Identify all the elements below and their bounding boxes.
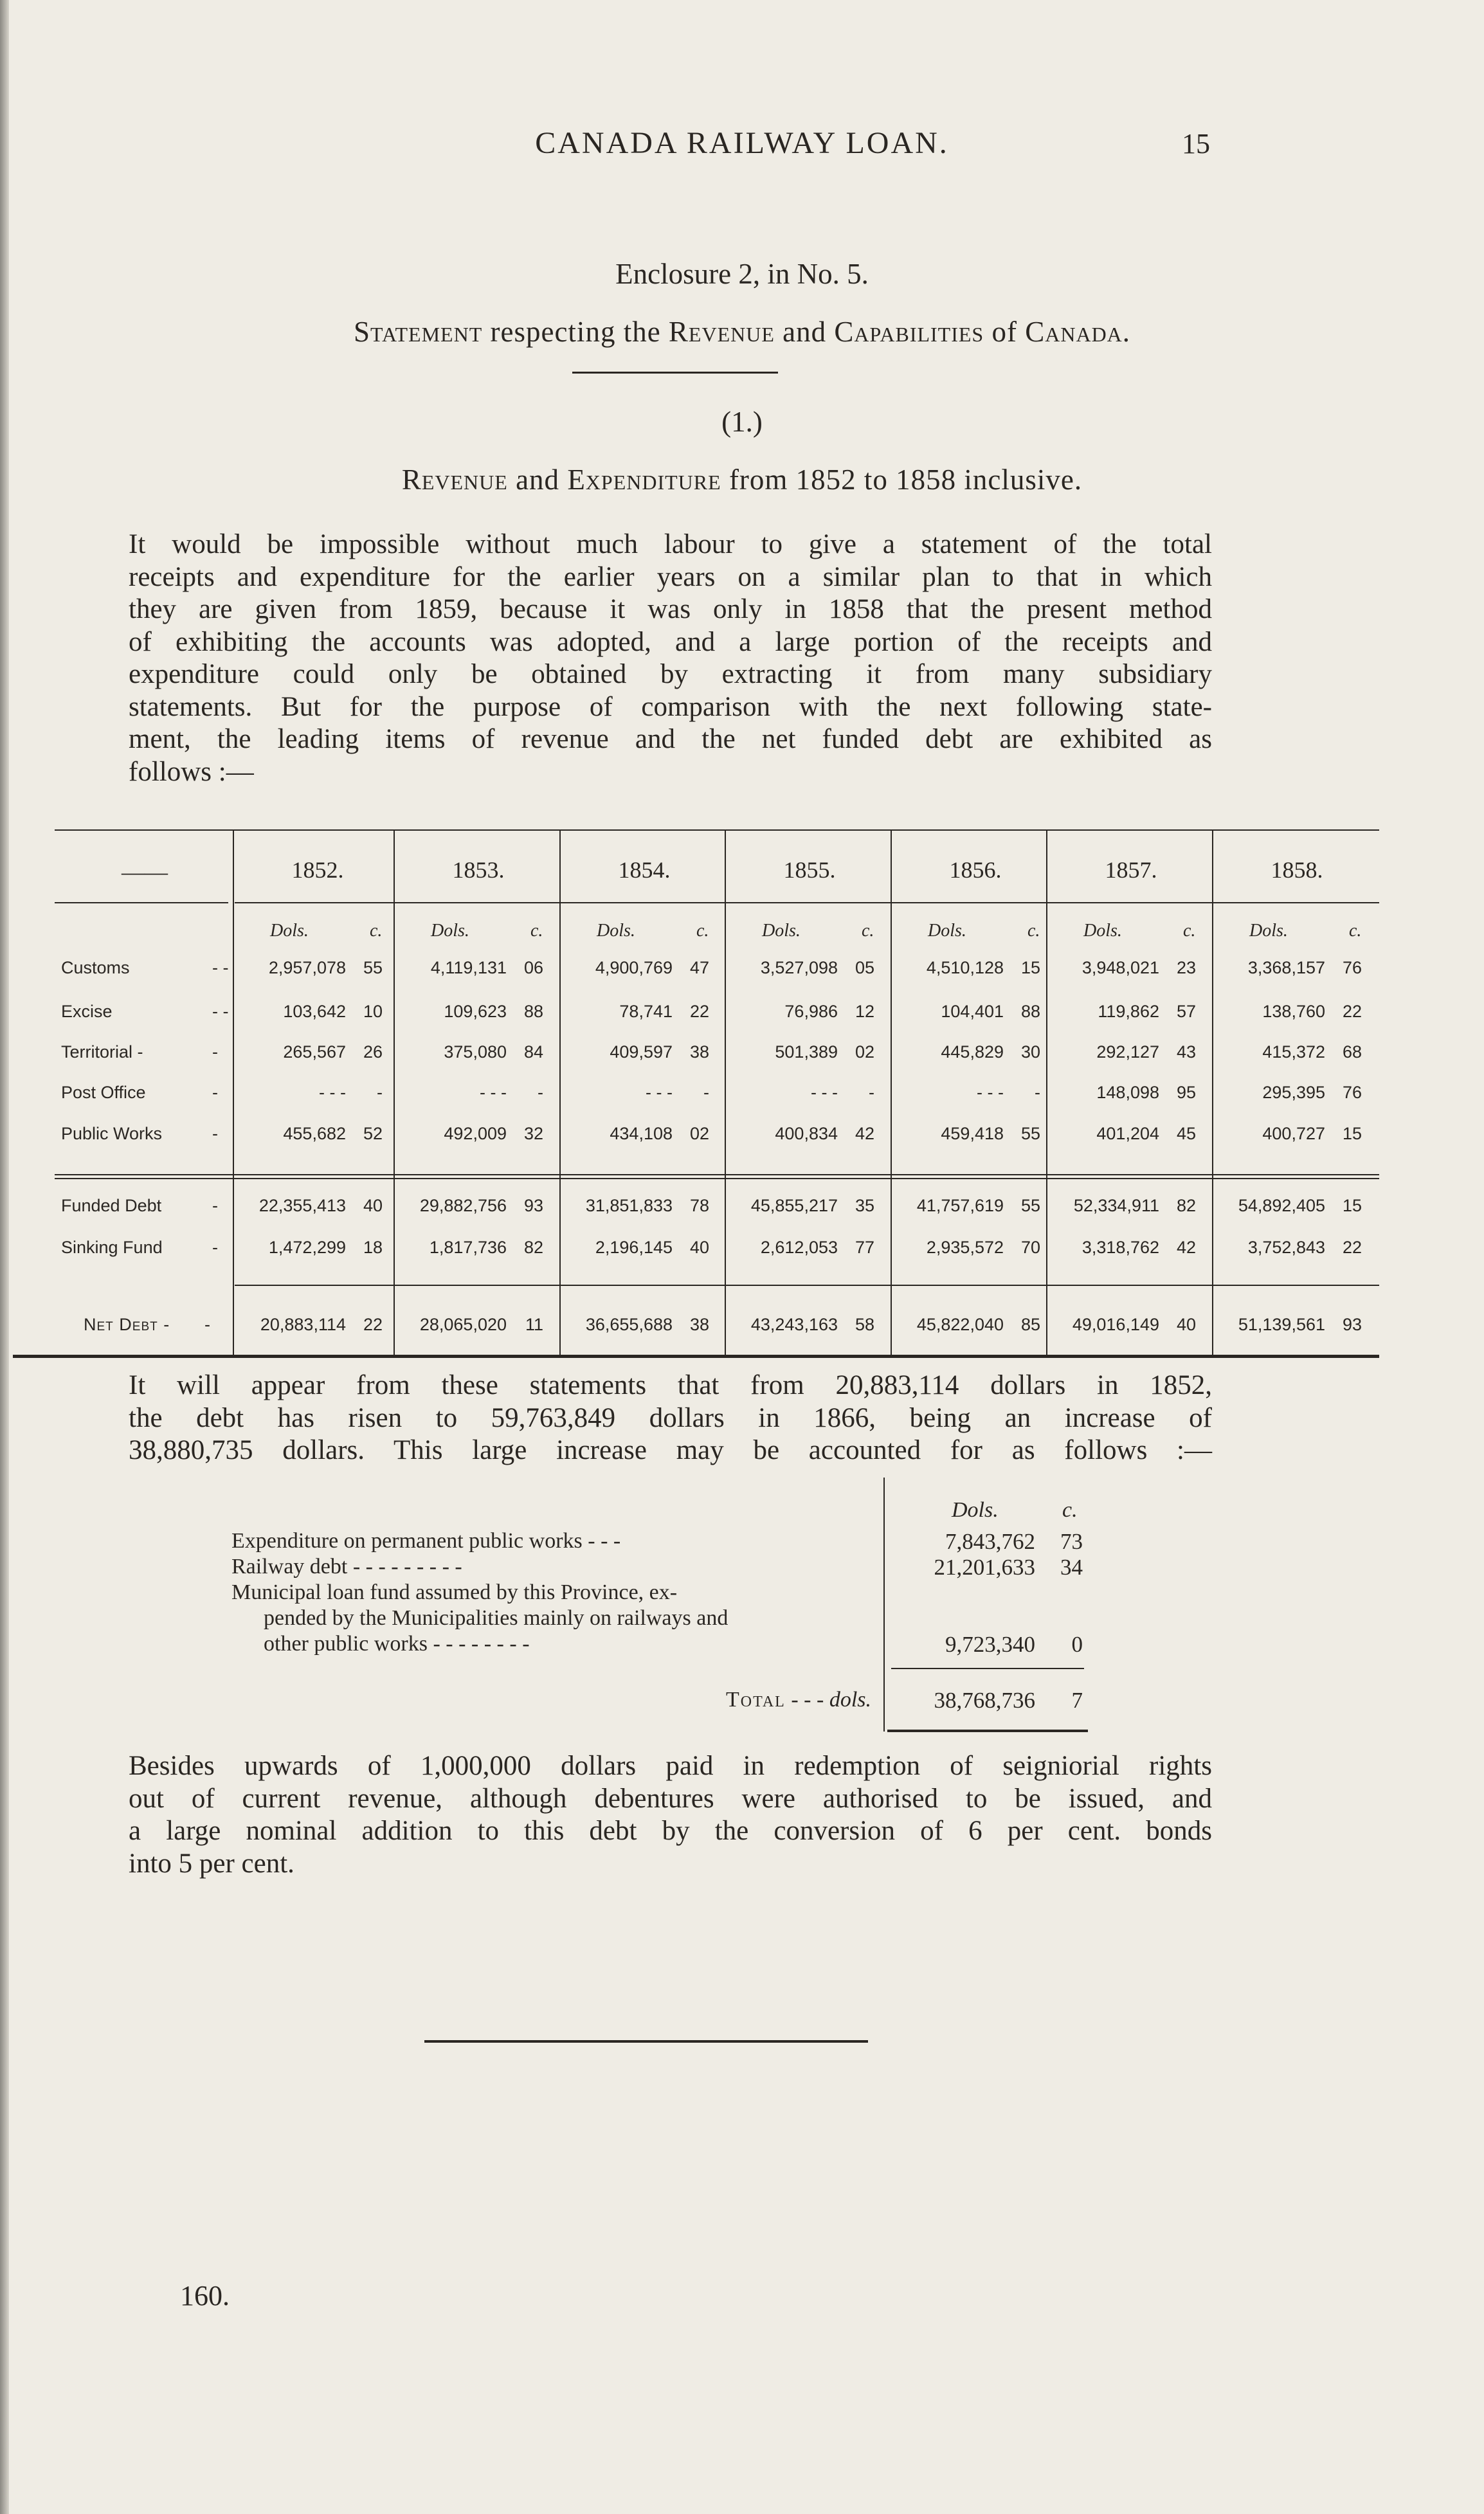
cell-dollars: 29,882,756 bbox=[419, 1196, 507, 1215]
dols-subheader: Dols. bbox=[270, 921, 309, 941]
cell-cents: 35 bbox=[855, 1196, 874, 1215]
cell-dollars: 2,612,053 bbox=[760, 1238, 838, 1257]
table-column-divider bbox=[233, 831, 234, 1355]
dols-subheader: Dols. bbox=[1249, 921, 1288, 941]
cell-dollars: 409,597 bbox=[610, 1042, 673, 1062]
cell-dollars: 375,080 bbox=[444, 1042, 507, 1062]
cell-cents: 93 bbox=[523, 1196, 543, 1215]
year-header: 1858. bbox=[1271, 857, 1323, 883]
increase-item-text: pended by the Municipalities mainly on railways and bbox=[264, 1606, 728, 1630]
statement-word: respecting the bbox=[482, 316, 669, 348]
statement-word: Revenue bbox=[668, 316, 775, 348]
year-header: 1853. bbox=[452, 857, 505, 883]
cell-dollars: 138,760 bbox=[1262, 1002, 1325, 1021]
cell-cents: 15 bbox=[1020, 958, 1040, 977]
increase-item-cents: 34 bbox=[1060, 1555, 1083, 1580]
cell-dollars: 492,009 bbox=[444, 1124, 507, 1143]
row-label-dash: - bbox=[212, 1196, 218, 1215]
cell-dollars: 54,892,405 bbox=[1238, 1196, 1325, 1215]
paragraph-line: into 5 per cent. bbox=[129, 1848, 294, 1879]
increase-total-label bbox=[637, 1688, 871, 1712]
cell-dollars: 415,372 bbox=[1262, 1042, 1325, 1062]
table-column-divider bbox=[1212, 831, 1213, 1355]
cell-dollars: 3,752,843 bbox=[1247, 1238, 1325, 1257]
row-label: Excise bbox=[61, 1002, 113, 1021]
cell-cents: - bbox=[377, 1083, 383, 1102]
increase-cents-header: c. bbox=[1062, 1498, 1078, 1522]
dols-subheader: Dols. bbox=[597, 921, 635, 941]
cents-subheader: c. bbox=[530, 921, 543, 941]
running-head: CANADA RAILWAY LOAN. bbox=[535, 126, 949, 160]
cell-cents: 15 bbox=[1342, 1196, 1362, 1215]
paragraph-line: the debt has risen to 59,763,849 dollars in 1866, being an increase of bbox=[129, 1402, 1212, 1433]
paragraph-line: statements. But for the purpose of comparison with the next following state- bbox=[129, 691, 1212, 722]
cell-dollars: 295,395 bbox=[1262, 1083, 1325, 1102]
cell-cents: 40 bbox=[1176, 1315, 1196, 1334]
cell-cents: - bbox=[1035, 1083, 1040, 1102]
cell-dollars: 501,389 bbox=[775, 1042, 838, 1062]
cell-cents: 82 bbox=[523, 1238, 543, 1257]
cell-dollars: 4,119,131 bbox=[430, 958, 507, 977]
cell-cents: 52 bbox=[363, 1124, 383, 1143]
cell-cents: 22 bbox=[363, 1315, 383, 1334]
paragraph-line: 38,880,735 dollars. This large increase may be accounted for as follows :— bbox=[129, 1435, 1212, 1465]
cell-cents: 10 bbox=[363, 1002, 383, 1021]
section-number: (1.) bbox=[721, 406, 763, 438]
cell-dollars: 434,108 bbox=[610, 1124, 673, 1143]
cell-dollars: 4,900,769 bbox=[595, 958, 673, 977]
cell-dollars: 104,401 bbox=[941, 1002, 1004, 1021]
page-number: 15 bbox=[1182, 128, 1210, 159]
enclosure-heading: Enclosure 2, in No. 5. bbox=[615, 258, 869, 290]
statement-word: Statement bbox=[353, 316, 483, 348]
cents-subheader: c. bbox=[1183, 921, 1196, 941]
cell-dollars: 103,642 bbox=[283, 1002, 346, 1021]
table-column-divider bbox=[725, 831, 726, 1355]
year-header: 1856. bbox=[949, 857, 1002, 883]
paragraph-line: follows :— bbox=[129, 756, 254, 787]
table-bottom-rule bbox=[13, 1355, 1379, 1358]
cell-dollars: 49,016,149 bbox=[1072, 1315, 1159, 1334]
cell-dollars: 109,623 bbox=[444, 1002, 507, 1021]
row-label: Public Works bbox=[61, 1124, 163, 1143]
total-unit: dols. bbox=[829, 1688, 871, 1712]
cell-cents: 18 bbox=[363, 1238, 383, 1257]
cell-dollars: 1,472,299 bbox=[268, 1238, 346, 1257]
heading-divider bbox=[572, 372, 778, 374]
cell-dollars: 28,065,020 bbox=[419, 1315, 507, 1334]
cell-cents: 76 bbox=[1342, 958, 1362, 977]
cell-cents: 15 bbox=[1342, 1124, 1362, 1143]
table-year-rule bbox=[235, 902, 1379, 903]
cell-cents: 77 bbox=[855, 1238, 874, 1257]
paragraph-line: It would be impossible without much labour to give a statement of the total bbox=[129, 529, 1212, 559]
cell-dollars: 3,368,157 bbox=[1247, 958, 1325, 977]
statement-word: Canada bbox=[1025, 316, 1123, 348]
cell-cents: 42 bbox=[1176, 1238, 1196, 1257]
total-word: Total bbox=[726, 1688, 786, 1712]
cell-dollars: 45,822,040 bbox=[916, 1315, 1004, 1334]
cell-dollars: - - - bbox=[319, 1083, 346, 1102]
cell-dollars: 36,655,688 bbox=[585, 1315, 673, 1334]
cell-cents: 57 bbox=[1176, 1002, 1196, 1021]
paragraph-line: ment, the leading items of revenue and the net funded debt are exhibited as bbox=[129, 724, 1212, 754]
table-column-divider bbox=[559, 831, 561, 1355]
year-header: 1857. bbox=[1105, 857, 1157, 883]
increase-item-dols: 7,843,762 bbox=[945, 1529, 1035, 1554]
cell-dollars: 2,935,572 bbox=[926, 1238, 1004, 1257]
revenue-expenditure-heading bbox=[0, 463, 1484, 496]
cell-cents: 30 bbox=[1020, 1042, 1040, 1062]
folio-mark: 160. bbox=[180, 2280, 230, 2311]
cell-dollars: - - - bbox=[977, 1083, 1004, 1102]
row-label-dash: - bbox=[212, 1083, 218, 1102]
cell-dollars: 78,741 bbox=[619, 1002, 673, 1021]
cell-cents: 26 bbox=[363, 1042, 383, 1062]
cents-subheader: c. bbox=[370, 921, 383, 941]
cell-dollars: 20,883,114 bbox=[260, 1315, 346, 1334]
cell-cents: - bbox=[869, 1083, 874, 1102]
cell-dollars: 445,829 bbox=[941, 1042, 1004, 1062]
row-label-dash: - bbox=[212, 1124, 218, 1143]
row-label-dash: - bbox=[212, 1238, 218, 1257]
year-header: 1855. bbox=[783, 857, 836, 883]
increase-paragraph bbox=[129, 1370, 1212, 1467]
cell-cents: 70 bbox=[1020, 1238, 1040, 1257]
cell-dollars: 45,855,217 bbox=[750, 1196, 838, 1215]
cell-dollars: 51,139,561 bbox=[1238, 1315, 1325, 1334]
cell-dollars: 400,834 bbox=[775, 1124, 838, 1143]
revenue-heading-word: from 1852 to 1858 inclusive. bbox=[721, 464, 1083, 496]
cell-cents: 82 bbox=[1176, 1196, 1196, 1215]
dols-subheader: Dols. bbox=[431, 921, 469, 941]
row-label-dash: - bbox=[204, 1315, 210, 1334]
cell-cents: 95 bbox=[1176, 1083, 1196, 1102]
paragraph-line: out of current revenue, although debentures were authorised to be issued, and bbox=[129, 1783, 1212, 1814]
cell-cents: 47 bbox=[689, 958, 709, 977]
increase-table-divider bbox=[883, 1478, 885, 1732]
cell-cents: 32 bbox=[523, 1124, 543, 1143]
cell-cents: 42 bbox=[855, 1124, 874, 1143]
increase-item-cents: 0 bbox=[1071, 1632, 1083, 1657]
cell-cents: 43 bbox=[1176, 1042, 1196, 1062]
increase-dols-header: Dols. bbox=[952, 1498, 999, 1522]
increase-total-underline bbox=[887, 1730, 1088, 1732]
statement-word: and bbox=[774, 316, 835, 348]
cell-cents: 05 bbox=[855, 958, 874, 977]
cell-dollars: 43,243,163 bbox=[750, 1315, 838, 1334]
statement-word: Capabilities bbox=[834, 316, 984, 348]
cell-dollars: 76,986 bbox=[784, 1002, 838, 1021]
cell-dollars: 119,862 bbox=[1098, 1002, 1159, 1021]
cell-cents: 38 bbox=[689, 1042, 709, 1062]
cell-cents: 22 bbox=[1342, 1002, 1362, 1021]
increase-item-text: Municipal loan fund assumed by this Province, ex- bbox=[231, 1580, 678, 1604]
paragraph-line: a large nominal addition to this debt by the conversion of 6 per cent. bonds bbox=[129, 1816, 1212, 1846]
cell-cents: 55 bbox=[1020, 1124, 1040, 1143]
dols-subheader: Dols. bbox=[762, 921, 801, 941]
increase-item-text: Railway debt - - - - - - - - - bbox=[231, 1555, 462, 1578]
cell-cents: 78 bbox=[689, 1196, 709, 1215]
cell-dollars: 4,510,128 bbox=[926, 958, 1004, 977]
closing-rule bbox=[424, 2040, 868, 2043]
intro-paragraph bbox=[129, 529, 1212, 788]
cell-cents: 22 bbox=[1342, 1238, 1362, 1257]
cell-cents: 55 bbox=[363, 958, 383, 977]
cell-cents: 22 bbox=[689, 1002, 709, 1021]
table-column-divider bbox=[891, 831, 892, 1355]
cell-dollars: 400,727 bbox=[1262, 1124, 1325, 1143]
cell-dollars: 3,948,021 bbox=[1081, 958, 1159, 977]
cell-cents: 84 bbox=[523, 1042, 543, 1062]
row-label: Customs bbox=[61, 958, 130, 977]
paragraph-line: Besides upwards of 1,000,000 dollars paid in redemption of seigniorial rights bbox=[129, 1751, 1212, 1781]
cell-cents: 55 bbox=[1020, 1196, 1040, 1215]
revenue-heading-word: Expenditure bbox=[567, 464, 721, 496]
page-edge-shadow bbox=[0, 0, 9, 2514]
increase-item-cents: 73 bbox=[1060, 1529, 1083, 1554]
cell-dollars: 401,204 bbox=[1096, 1124, 1159, 1143]
cell-dollars: 3,527,098 bbox=[760, 958, 838, 977]
cell-cents: 40 bbox=[363, 1196, 383, 1215]
cell-cents: 02 bbox=[689, 1124, 709, 1143]
cell-cents: 76 bbox=[1342, 1083, 1362, 1102]
revenue-heading-word: and bbox=[507, 464, 568, 496]
cell-dollars: 292,127 bbox=[1096, 1042, 1159, 1062]
cell-cents: 85 bbox=[1020, 1315, 1040, 1334]
increase-item-dols: 9,723,340 bbox=[945, 1632, 1035, 1657]
cell-cents: 88 bbox=[1020, 1002, 1040, 1021]
cell-dollars: 31,851,833 bbox=[585, 1196, 673, 1215]
seigniorial-paragraph bbox=[129, 1750, 1212, 1880]
row-label: Sinking Fund bbox=[61, 1238, 163, 1257]
cell-cents: 45 bbox=[1176, 1124, 1196, 1143]
cell-cents: - bbox=[703, 1083, 709, 1102]
cell-dollars: - - - bbox=[646, 1083, 673, 1102]
table-section-rule bbox=[55, 1174, 1379, 1175]
statement-heading bbox=[0, 315, 1484, 348]
cell-dollars: 2,196,145 bbox=[595, 1238, 673, 1257]
cell-cents: 06 bbox=[523, 958, 543, 977]
cell-dollars: - - - bbox=[480, 1083, 507, 1102]
total-dashes: - - - bbox=[791, 1688, 824, 1712]
cell-dollars: 459,418 bbox=[941, 1124, 1004, 1143]
increase-item-text: other public works - - - - - - - - bbox=[264, 1632, 530, 1656]
table-corner-dash: —— bbox=[122, 859, 168, 885]
table-top-rule bbox=[55, 829, 1379, 831]
increase-total-rule bbox=[891, 1668, 1084, 1669]
row-label: Funded Debt bbox=[61, 1196, 162, 1215]
cell-cents: 88 bbox=[523, 1002, 543, 1021]
row-label: Territorial - bbox=[61, 1042, 143, 1062]
paragraph-line: of exhibiting the accounts was adopted, and a large portion of the receipts and bbox=[129, 626, 1212, 657]
cell-dollars: 22,355,413 bbox=[258, 1196, 346, 1215]
cell-dollars: 3,318,762 bbox=[1081, 1238, 1159, 1257]
paragraph-line: receipts and expenditure for the earlier years on a similar plan to that in which bbox=[129, 561, 1212, 592]
cell-cents: 11 bbox=[525, 1315, 543, 1334]
table-column-divider bbox=[1046, 831, 1047, 1355]
row-label-dash: - bbox=[212, 1042, 218, 1062]
table-netdebt-rule bbox=[235, 1285, 1379, 1286]
cell-cents: - bbox=[538, 1083, 543, 1102]
cell-dollars: 2,957,078 bbox=[268, 958, 346, 977]
cell-cents: 93 bbox=[1342, 1315, 1362, 1334]
revenue-heading-word: Revenue bbox=[401, 464, 508, 496]
row-label: Post Office bbox=[61, 1083, 146, 1102]
paragraph-line: expenditure could only be obtained by extracting it from many subsidiary bbox=[129, 659, 1212, 689]
statement-word: . bbox=[1122, 316, 1131, 348]
increase-total-dols: 38,768,736 bbox=[934, 1688, 1035, 1713]
dols-subheader: Dols. bbox=[1083, 921, 1122, 941]
year-header: 1852. bbox=[291, 857, 344, 883]
cell-dollars: 52,334,911 bbox=[1073, 1196, 1159, 1215]
cents-subheader: c. bbox=[1349, 921, 1362, 941]
increase-item-dols: 21,201,633 bbox=[934, 1555, 1035, 1580]
increase-item-text: Expenditure on permanent public works - - - bbox=[231, 1529, 621, 1553]
paragraph-line: they are given from 1859, because it was only in 1858 that the present method bbox=[129, 594, 1212, 624]
cell-dollars: 148,098 bbox=[1096, 1083, 1159, 1102]
row-label-dash: - - bbox=[212, 1002, 229, 1021]
table-column-divider bbox=[394, 831, 395, 1355]
cell-cents: 23 bbox=[1176, 958, 1196, 977]
table-year-rule bbox=[55, 902, 228, 903]
row-label: Net Debt - bbox=[84, 1315, 170, 1334]
cents-subheader: c. bbox=[862, 921, 874, 941]
dols-subheader: Dols. bbox=[928, 921, 966, 941]
cell-cents: 40 bbox=[689, 1238, 709, 1257]
cents-subheader: c. bbox=[696, 921, 709, 941]
cell-dollars: 455,682 bbox=[283, 1124, 346, 1143]
cell-dollars: - - - bbox=[811, 1083, 838, 1102]
row-label-dash: - - bbox=[212, 958, 229, 977]
increase-total-cents: 7 bbox=[1071, 1688, 1083, 1713]
year-header: 1854. bbox=[618, 857, 671, 883]
cell-cents: 12 bbox=[855, 1002, 874, 1021]
cents-subheader: c. bbox=[1027, 921, 1040, 941]
table-section-rule bbox=[55, 1178, 1379, 1179]
statement-word: of bbox=[984, 316, 1026, 348]
cell-dollars: 1,817,736 bbox=[429, 1238, 507, 1257]
cell-cents: 68 bbox=[1342, 1042, 1362, 1062]
cell-dollars: 265,567 bbox=[283, 1042, 346, 1062]
cell-cents: 58 bbox=[855, 1315, 874, 1334]
cell-cents: 02 bbox=[855, 1042, 874, 1062]
cell-dollars: 41,757,619 bbox=[916, 1196, 1004, 1215]
cell-cents: 38 bbox=[689, 1315, 709, 1334]
paragraph-line: It will appear from these statements that from 20,883,114 dollars in 1852, bbox=[129, 1370, 1212, 1400]
